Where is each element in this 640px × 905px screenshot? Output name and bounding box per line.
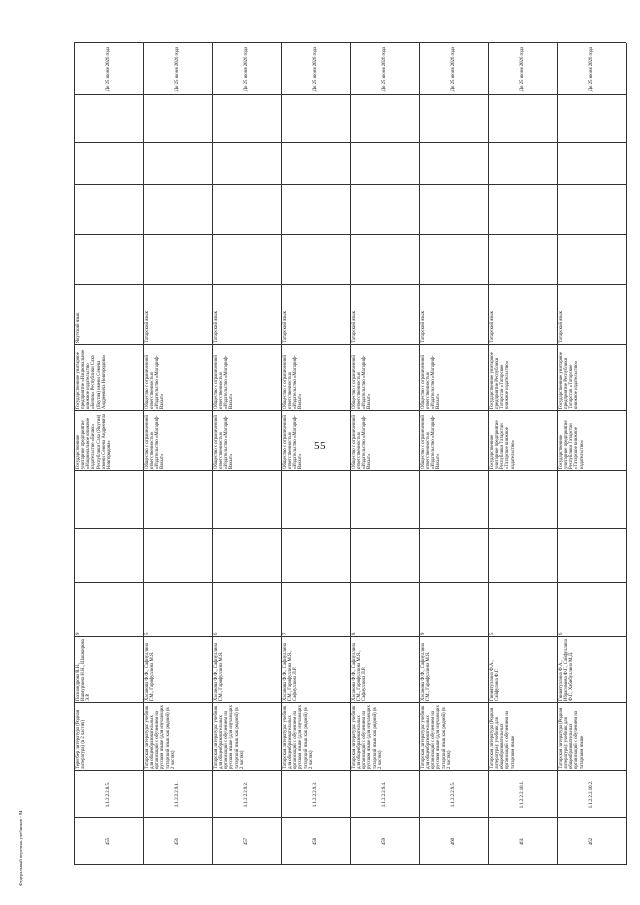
cell-deadline: До 25 июня 2026 года	[312, 46, 318, 92]
cell-num: 456	[174, 837, 180, 846]
cell-publisher2: Общество с ограниченной ответственностью «Издательство «Магариф-Вакыт»	[282, 355, 304, 409]
cell-deadline: До 25 июня 2026 года	[243, 46, 249, 92]
cell-publisher2: Государственное унитарное предприятие Республики Татарстан «Татарское книжное издательство»	[489, 352, 511, 409]
cell-authors: Гиниятуллина Ф.А., Ибрагимова Ф.Г., Сайфуллина Ф.Г., Хабибуллина М.Д.	[558, 639, 575, 701]
cell-code: 1.1.2.2.2.9.5.	[450, 781, 456, 808]
cell-grade: 6	[213, 632, 219, 635]
cell-title: Татарская литература: учебник для общеобразовательных организаций с обучением на русском языке (для изучающих татарский язык как родной) (в 2 частях)	[420, 705, 452, 769]
cell-grade: 8	[351, 632, 357, 635]
cell-deadline: До 25 июня 2026 года	[588, 46, 594, 92]
cell-language: Татарский язык	[489, 311, 495, 343]
cell-grade: 6	[558, 632, 564, 635]
cell-num: 455	[105, 837, 111, 846]
cell-authors: Хасанова Ф.Ф., Сафиуллина Г.М., Гарифуллина М.Я., Сафиуллина Л.Р.	[351, 642, 368, 701]
cell-publisher1: Общество с ограниченной ответственностью «Издательство «Магариф-Вакыт»	[420, 415, 442, 469]
cell-language: Татарский язык	[420, 311, 426, 343]
cell-num: 460	[450, 837, 456, 846]
cell-language: Татарский язык	[351, 311, 357, 343]
cell-language: Татарский язык	[213, 311, 219, 343]
cell-publisher1: Государственное унитарное предприятие Республики Татарстан «Татарское книжное издательство»	[558, 420, 585, 469]
cell-language: Татарский язык	[144, 311, 150, 343]
cell-publisher1: Общество с ограниченной ответственностью «Издательство «Магариф-Вакыт»	[213, 415, 235, 469]
cell-language: Татарский язык	[558, 311, 564, 343]
page-number: 55	[314, 440, 326, 452]
page-footer: Федеральный перечень учебников - 94	[18, 810, 23, 886]
cell-authors: Гиниятуллина Ф.А., Сайфулина Ф.Г.	[489, 660, 500, 701]
cell-code: 1.1.2.2.2.9.4.	[381, 781, 387, 808]
cell-code: 1.1.2.2.2.9.2.	[243, 781, 249, 808]
cell-title: Татарская литература: учебник для общеобразовательных организаций с обучением на русском языке (для изучающих татарский язык как родной) (в 2 частях)	[282, 705, 314, 769]
cell-publisher2: Государственное унитарное предприятие Республики Татарстан «Татарское книжное издательство»	[558, 352, 580, 409]
cell-authors: Полиандрова В.Н., Ишмурзина Н.Н., Шашкирова Э.Р.	[75, 639, 92, 701]
cell-code: 1.1.2.2.2.9.3.	[312, 781, 318, 808]
cell-publisher1: Государственное унитарное предприятие Республики Татарстан «Татарское книжное издательство»	[489, 420, 516, 469]
cell-title: Терегбер литература (Родная литература) (в 2 частях)	[75, 710, 86, 769]
cell-grade: 9	[420, 632, 426, 635]
cell-publisher2: Общество с ограниченной ответственностью «Издательство «Магариф-Вакыт»	[213, 355, 235, 409]
cell-publisher1: Общество с ограниченной ответственностью «Издательство «Магариф-Вакыт»	[144, 415, 166, 469]
cell-authors: Хасанова Ф.Ф., Сафиуллина Г.М., Гарифуллина М.Я.	[213, 642, 224, 701]
cell-title: Татарская литература: учебник для общеобразовательных организаций с обучением на русском языке (для изучающих татарский язык как родной) (в 2 частях)	[351, 705, 383, 769]
cell-num: 462	[588, 837, 594, 846]
cell-authors: Хасанова Ф.Ф., Сафиуллина Г.М., Гарифуллина М.Я.	[420, 642, 431, 701]
cell-grade: 5	[144, 632, 150, 635]
cell-deadline: До 25 июня 2026 года	[381, 46, 387, 92]
cell-code: 1.1.2.2.2.9.1.	[174, 781, 180, 808]
cell-num: 461	[519, 837, 525, 846]
cell-language: Татарский язык	[282, 311, 288, 343]
textbook-table	[74, 43, 626, 865]
cell-num: 459	[381, 837, 387, 846]
cell-num: 458	[312, 837, 318, 846]
cell-authors: Хасанова Ф.Ф., Сафиуллина Г.М., Гарифуллина М.Я.	[144, 642, 155, 701]
cell-grade: 5	[489, 632, 495, 635]
cell-deadline: До 25 июня 2026 года	[450, 46, 456, 92]
table-row-rule	[626, 43, 627, 865]
cell-publisher2: Государственное унитарное предприятие «Национальное книжное издательство «Бичик» Республики Саха (Якутия) имени Семена Андреевича Новгородова»	[75, 349, 107, 409]
cell-publisher2: Общество с ограниченной ответственностью «Издательство «Магариф-Вакыт»	[144, 355, 166, 409]
cell-num: 457	[243, 837, 249, 846]
cell-deadline: До 25 июня 2026 года	[174, 46, 180, 92]
cell-authors: Хасанова Ф.Ф., Сафиуллина Г.М., Гарифуллина М.Я., Сафиуллина Л.Р.	[282, 642, 299, 701]
cell-deadline: До 25 июня 2026 года	[105, 46, 111, 92]
cell-code: 1.1.2.2.2.8.5.	[105, 781, 111, 808]
cell-title: Татарская литература (Родная литература): учебник для общеобразовательных организаций с обучением на татарском языке	[558, 708, 585, 769]
cell-grade: 9	[75, 632, 81, 635]
cell-grade: 7	[282, 632, 288, 635]
cell-code: 1.1.2.2.2.10.2.	[588, 780, 594, 809]
cell-publisher1: Общество с ограниченной ответственностью «Издательство «Магариф-Вакыт»	[351, 415, 373, 469]
cell-title: Татарская литература (Родная литература): учебник для общеобразовательных организаций с обучением на татарском языке	[489, 708, 516, 769]
cell-title: Татарская литература: учебник для общеобразовательных организаций с обучением на русском языке (для изучающих татарский язык как родной) (в 2 частях)	[213, 705, 245, 769]
cell-code: 1.1.2.2.2.10.1.	[519, 780, 525, 809]
cell-language: Якутский язык	[75, 312, 81, 343]
cell-title: Татарская литература: учебник для общеобразовательных организаций с обучением на русском языке (для изучающих татарский язык как родной) (в 2 частях)	[144, 705, 176, 769]
cell-deadline: До 25 июня 2026 года	[519, 46, 525, 92]
cell-publisher2: Общество с ограниченной ответственностью «Издательство «Магариф-Вакыт»	[351, 355, 373, 409]
cell-publisher1: Государственное унитарное предприятие «Национальное книжное издательство «Бичик» Республики Саха (Якутия) имени Семена Андреевича Новгородова»	[75, 413, 113, 469]
cell-publisher1: Общество с ограниченной ответственностью «Издательство «Магариф-Вакыт»	[282, 415, 304, 469]
cell-publisher2: Общество с ограниченной ответственностью «Издательство «Магариф-Вакыт»	[420, 355, 442, 409]
